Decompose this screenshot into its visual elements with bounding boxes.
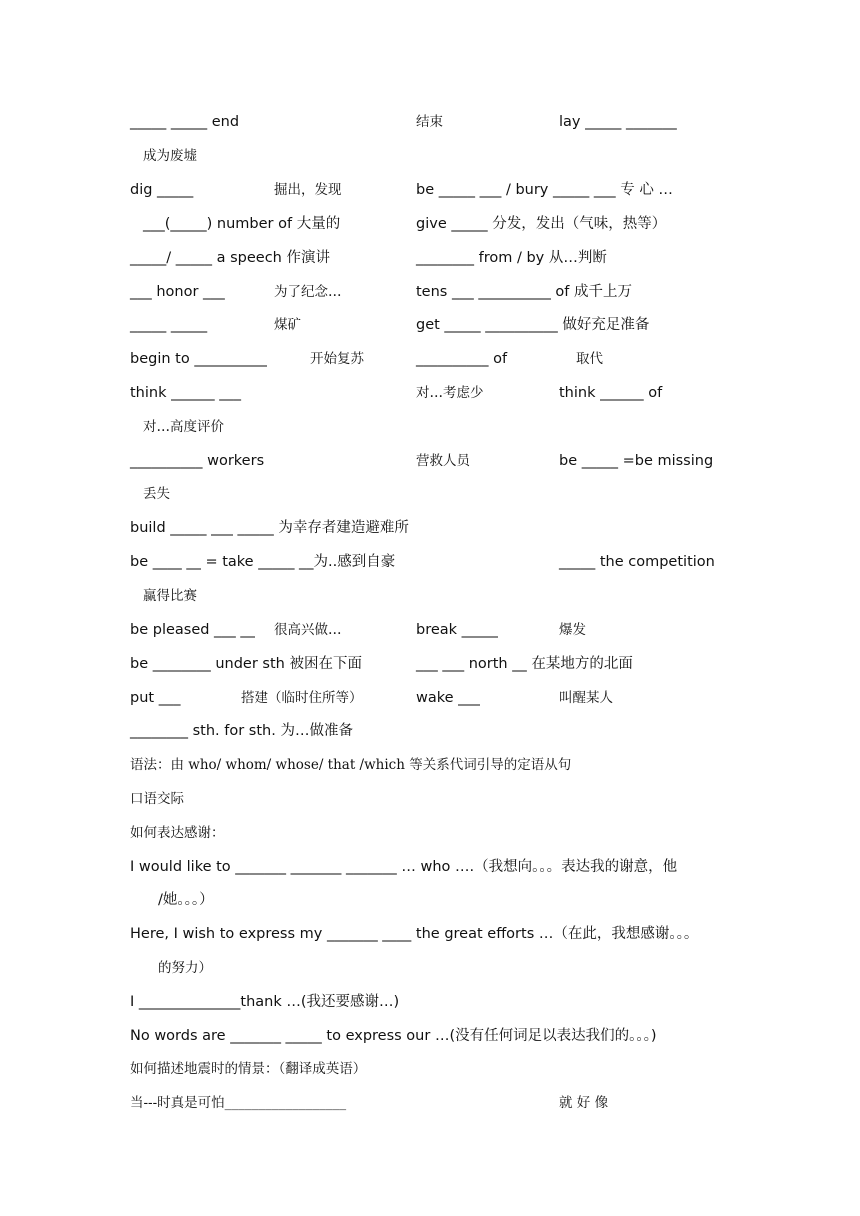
vocab-line: wake ___ [416, 690, 480, 706]
vocab-line: put ___ [130, 690, 181, 706]
sentence-line: /她。。。） [158, 892, 214, 908]
vocab-meaning: 煤矿 [274, 317, 301, 333]
sentence-line: 就 好 像 [559, 1095, 609, 1111]
vocab-line: be _____ ___ / bury _____ ___ 专 心 … [416, 182, 673, 198]
vocab-meaning: 很高兴做… [274, 622, 342, 638]
vocab-meaning: 搭建（临时住所等） [241, 690, 363, 706]
vocab-line: __________ workers [130, 453, 265, 469]
vocab-line: _____ _____ [130, 317, 208, 333]
vocab-line: give _____ 分发，发出（气味，热等） [416, 216, 667, 232]
vocab-meaning: 成为废墟 [143, 148, 197, 164]
vocab-line: be ________ under sth 被困在下面 [130, 656, 362, 672]
vocab-meaning: 开始复苏 [310, 351, 364, 367]
vocab-meaning: 结束 [416, 114, 443, 130]
sentence-line: 的努力） [158, 960, 212, 976]
vocab-line: _____/ _____ a speech 作演讲 [130, 250, 330, 266]
vocab-line: __________ of [416, 351, 508, 367]
vocab-line: _____ the competition [559, 554, 715, 570]
vocab-line: be _____ =be missing [559, 453, 714, 469]
vocab-line: ________ sth. for sth. 为…做准备 [130, 723, 353, 739]
vocab-line: break _____ [416, 622, 498, 638]
vocab-meaning: 取代 [576, 351, 603, 367]
vocab-line: build _____ ___ _____ 为幸存者建造避难所 [130, 520, 409, 536]
vocab-line: begin to __________ [130, 351, 267, 367]
vocab-meaning: 爆发 [559, 622, 586, 638]
vocab-line: get _____ __________ 做好充足准备 [416, 317, 650, 333]
sentence-line: Here, I wish to express my _______ ____ the great efforts …（在此，我想感谢。。。 [130, 926, 699, 942]
vocab-meaning: 掘出，发现 [274, 182, 342, 198]
sentence-line: No words are _______ _____ to express our …(没有任何词足以表达我们的。。。) [130, 1028, 657, 1044]
section-heading: 口语交际 [130, 791, 184, 807]
vocab-line: ___ honor ___ [130, 284, 225, 300]
vocab-line: _____ _____ end [130, 114, 240, 130]
vocab-line: ___(_____) number of 大量的 [143, 216, 341, 232]
vocab-meaning: 赢得比赛 [143, 588, 197, 604]
vocab-line: dig _____ [130, 182, 194, 198]
vocab-meaning: 营救人员 [416, 453, 470, 469]
section-heading: 如何表达感谢： [130, 825, 225, 841]
vocab-meaning: 丢失 [143, 486, 170, 502]
vocab-meaning: 对…高度评价 [143, 419, 224, 435]
vocab-line: ___ ___ north __ 在某地方的北面 [416, 656, 633, 672]
vocab-line: lay _____ _______ [559, 114, 677, 130]
section-heading: 如何描述地震时的情景：（翻译成英语） [130, 1061, 367, 1077]
grammar-line: 语法：由 who/ whom/ whose/ that /which 等关系代词引导的定语从句 [130, 757, 572, 773]
sentence-line: 当---时真是可怕__________________ [130, 1095, 347, 1111]
sentence-line: I ______________thank …(我还要感谢…) [130, 994, 400, 1010]
vocab-line: think ______ of [559, 385, 663, 401]
vocab-line: think ______ ___ [130, 385, 241, 401]
vocab-line: tens ___ __________ of 成千上万 [416, 284, 633, 300]
vocab-meaning: 对…考虑少 [416, 385, 484, 401]
vocab-line: be ____ __ = take _____ __为..感到自豪 [130, 554, 396, 570]
vocab-line: ________ from / by 从…判断 [416, 250, 607, 266]
vocab-meaning: 叫醒某人 [559, 690, 613, 706]
sentence-line: I would like to _______ _______ _______ … who ….（我想向。。。表达我的谢意，他 [130, 859, 678, 875]
vocab-meaning: 为了纪念… [274, 284, 342, 300]
vocab-line: be pleased ___ __ [130, 622, 255, 638]
